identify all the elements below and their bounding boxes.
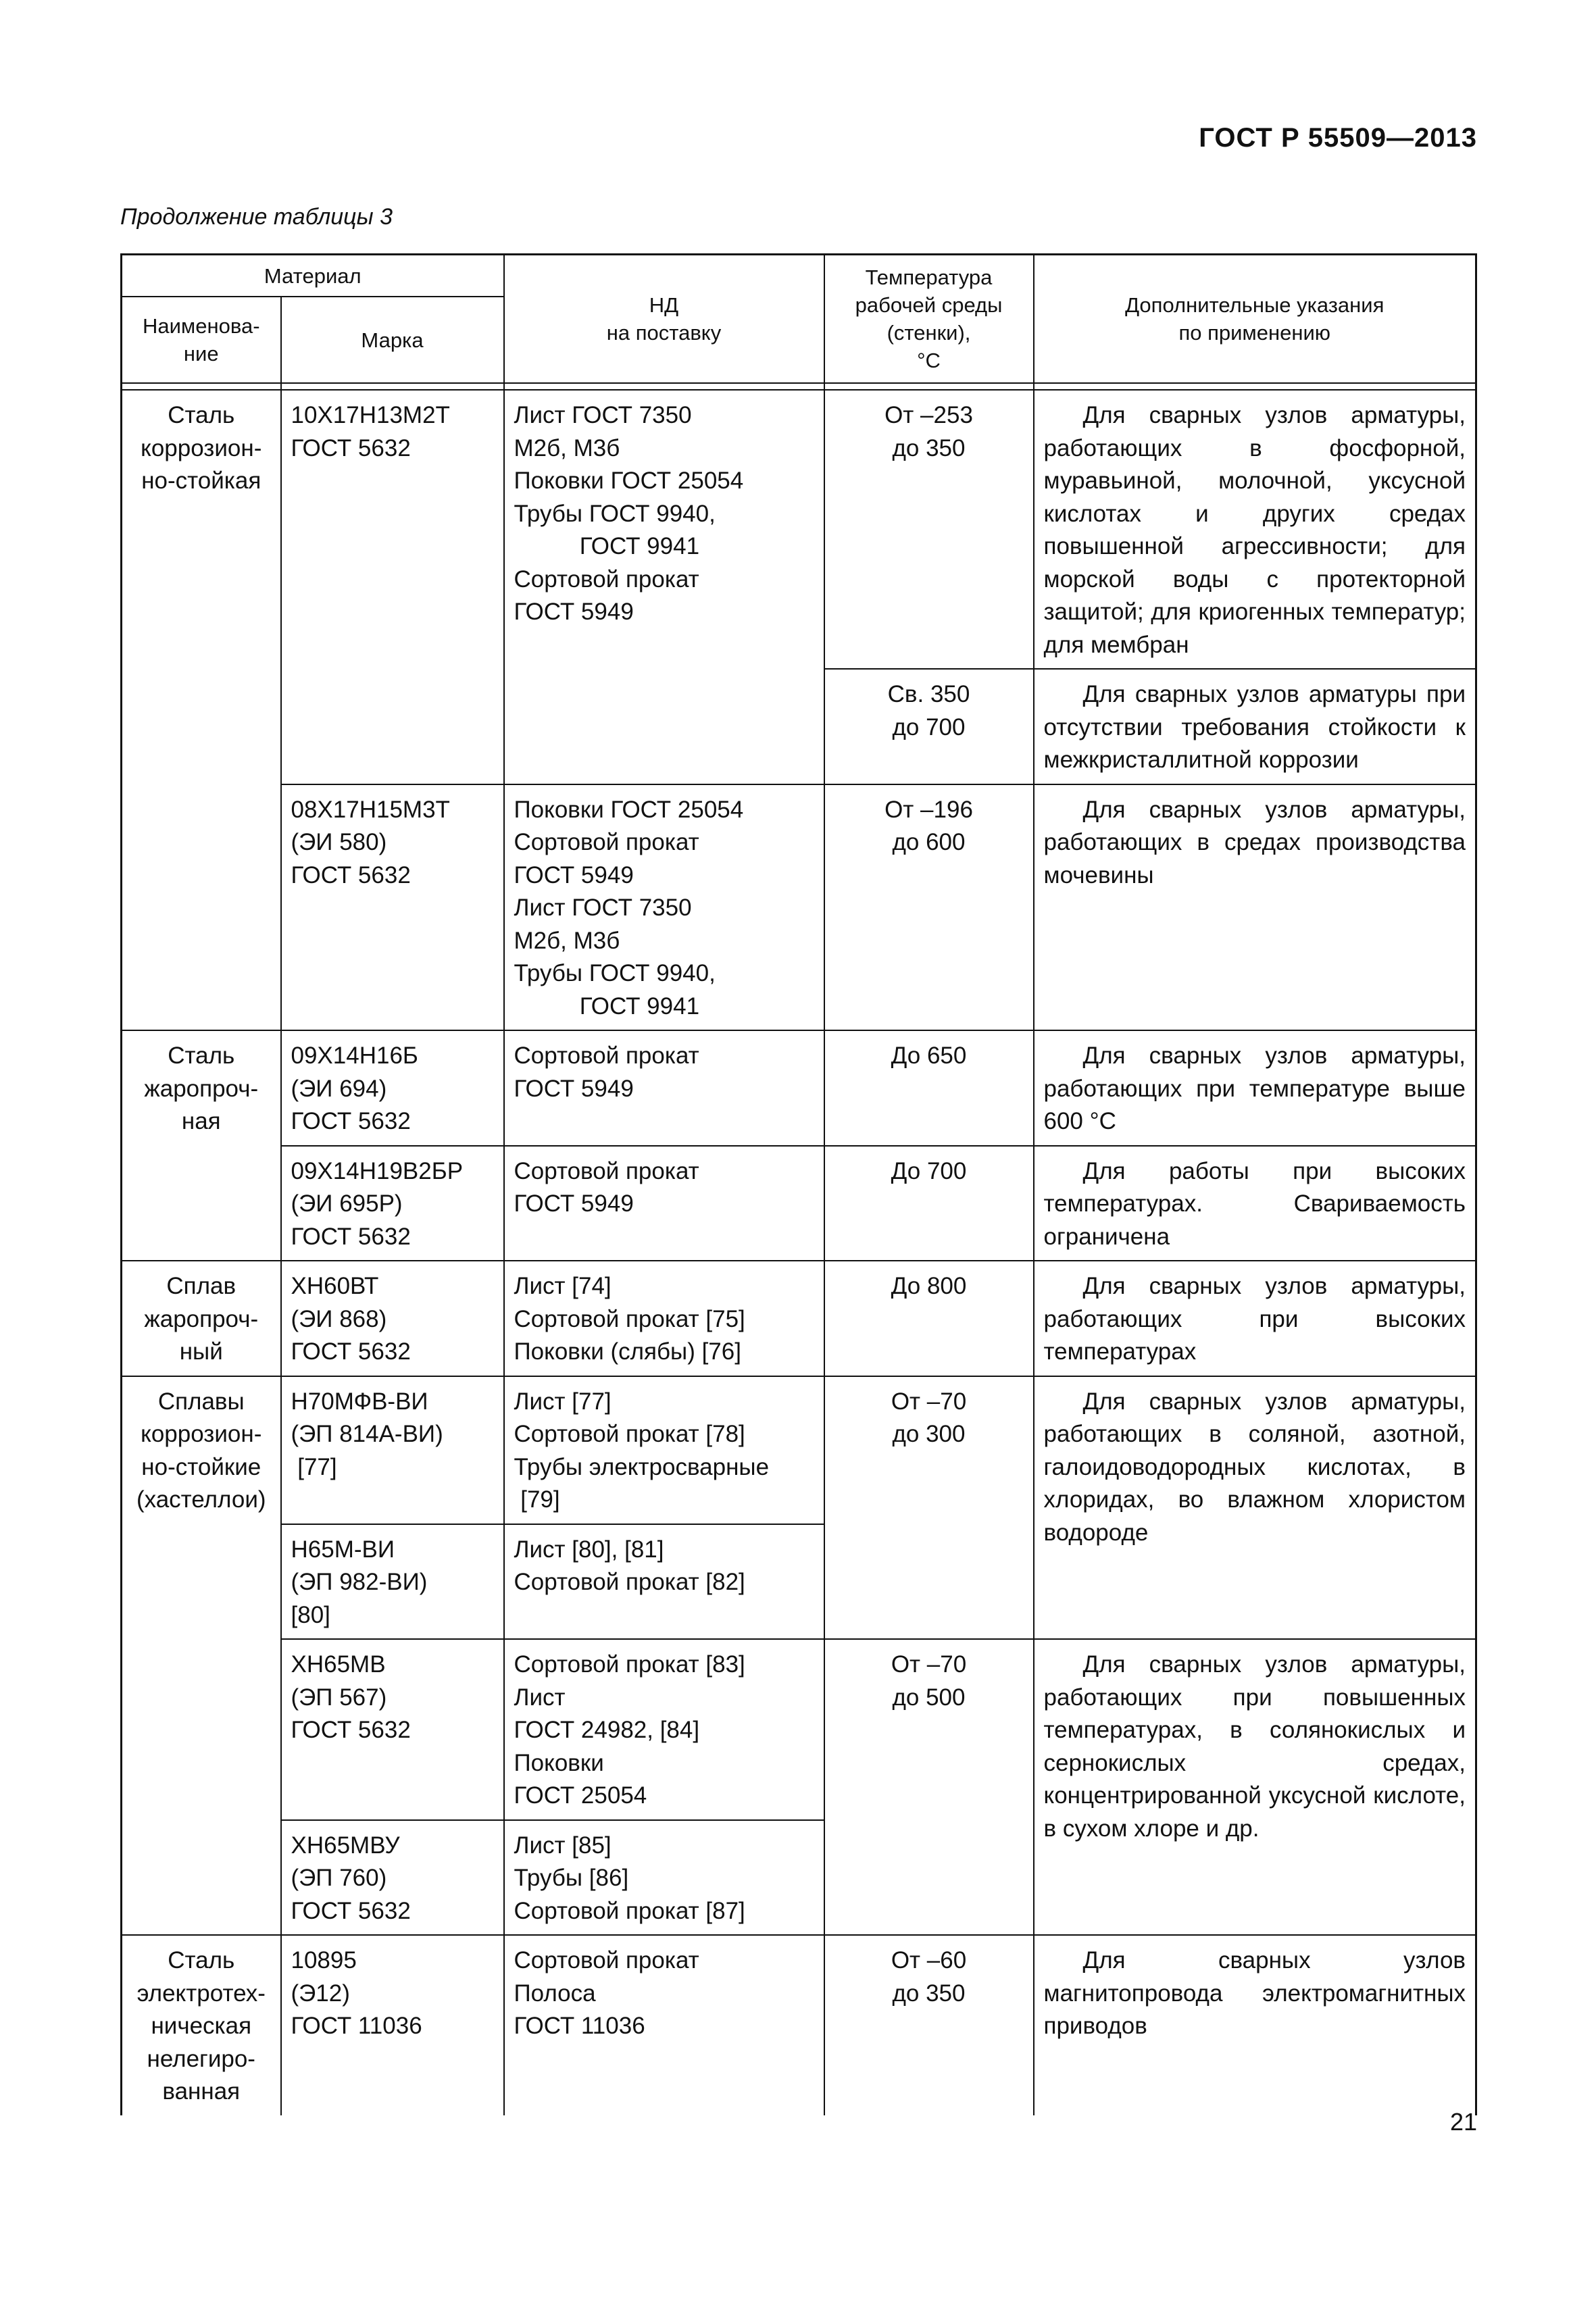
notes-cell: Для сварных узлов арматуры, работающих при повышенных температурах, в солянокислых и сернокислых средах, концентрированной уксусной кислоте, в сухом хлоре и др. [1034, 1639, 1476, 1935]
header-material: Материал [122, 255, 504, 297]
grade-cell: ХН65МВУ (ЭП 760) ГОСТ 5632 [281, 1820, 504, 1936]
notes-cell: Для сварных узлов арматуры, работающих в средах производства мочевины [1034, 784, 1476, 1031]
standard-number: ГОСТ Р 55509—2013 [1199, 123, 1477, 153]
table-caption: Продолжение таблицы 3 [120, 204, 393, 230]
grade-cell: Н70МФВ-ВИ (ЭП 814А-ВИ) [77] [281, 1376, 504, 1524]
notes-cell: Для сварных узлов арматуры, работающих при температуре выше 600 °C [1034, 1030, 1476, 1146]
grade-cell: 08Х17Н15М3Т (ЭИ 580) ГОСТ 5632 [281, 784, 504, 1031]
nd-cell: Лист [85] Трубы [86] Сортовой прокат [87] [504, 1820, 824, 1936]
materials-table [120, 253, 1477, 2115]
temperature-cell: От –253 до 350 [824, 390, 1034, 669]
nd-cell: Сортовой прокат [83] Лист ГОСТ 24982, [84] Поковки ГОСТ 25054 [504, 1639, 824, 1820]
table-row [122, 1261, 1476, 1376]
nd-cell: Лист [74] Сортовой прокат [75] Поковки (слябы) [76] [504, 1261, 824, 1376]
header-temperature: Температура рабочей среды (стенки), °C [824, 255, 1034, 384]
notes-cell: Для сварных узлов магнитопровода электромагнитных приводов [1034, 1935, 1476, 2115]
temperature-cell: До 800 [824, 1261, 1034, 1376]
grade-cell: ХН60ВТ (ЭИ 868) ГОСТ 5632 [281, 1261, 504, 1376]
grade-cell: 10Х17Н13М2Т ГОСТ 5632 [281, 390, 504, 784]
notes-cell: Для сварных узлов арматуры при отсутствии требования стойкости к межкристаллитной коррозии [1034, 669, 1476, 784]
temperature-cell: От –60 до 350 [824, 1935, 1034, 2115]
material-name-cell: Сталь электротех- ническая нелегиро- ванная [122, 1935, 281, 2115]
notes-cell: Для сварных узлов арматуры, работающих в фосфорной, муравьиной, молочной, уксусной кислотах и других средах повышенной агрессивности; для морской воды с протекторной защитой; для криогенных температур; для мембран [1034, 390, 1476, 669]
header-grade: Марка [281, 297, 504, 383]
header-notes: Дополнительные указания по применению [1034, 255, 1476, 384]
grade-cell: 09Х14Н16Б (ЭИ 694) ГОСТ 5632 [281, 1030, 504, 1146]
table-row [122, 1935, 1476, 2115]
nd-cell: Лист [77] Сортовой прокат [78] Трубы электросварные [79] [504, 1376, 824, 1524]
temperature-cell: До 650 [824, 1030, 1034, 1146]
table-row [122, 1639, 1476, 1820]
notes-cell: Для сварных узлов арматуры, работающих при высоких температурах [1034, 1261, 1476, 1376]
material-name-cell: Сталь коррозион- но-стойкая [122, 390, 281, 1030]
material-name-cell: Сплавы коррозион- но-стойкие (хастеллои) [122, 1376, 281, 1936]
temperature-cell: От –70 до 300 [824, 1376, 1034, 1640]
material-name-cell: Сталь жаропроч- ная [122, 1030, 281, 1261]
header-name: Наименова- ние [122, 297, 281, 383]
header-nd: НД на поставку [504, 255, 824, 384]
grade-cell: Н65М-ВИ (ЭП 982-ВИ) [80] [281, 1524, 504, 1640]
table-row [122, 1030, 1476, 1146]
table-row [122, 784, 1476, 1031]
nd-cell: Сортовой прокат ГОСТ 5949 [504, 1030, 824, 1146]
notes-cell: Для работы при высоких температурах. Свариваемость ограничена [1034, 1146, 1476, 1261]
temperature-cell: До 700 [824, 1146, 1034, 1261]
nd-cell: Лист ГОСТ 7350 М2б, М3б Поковки ГОСТ 25054 Трубы ГОСТ 9940, ГОСТ 9941 Сортовой прокат ГОСТ 5949 [504, 390, 824, 784]
temperature-cell: От –70 до 500 [824, 1639, 1034, 1935]
nd-cell: Сортовой прокат Полоса ГОСТ 11036 [504, 1935, 824, 2115]
table-row [122, 1376, 1476, 1524]
grade-cell: ХН65МВ (ЭП 567) ГОСТ 5632 [281, 1639, 504, 1820]
nd-cell: Лист [80], [81] Сортовой прокат [82] [504, 1524, 824, 1640]
temperature-cell: Св. 350 до 700 [824, 669, 1034, 784]
notes-cell: Для сварных узлов арматуры, работающих в соляной, азотной, галоидоводородных кислотах, в хлоридах, во влажном хлористом водороде [1034, 1376, 1476, 1640]
page-number: 21 [1449, 2108, 1477, 2136]
grade-cell: 10895 (Э12) ГОСТ 11036 [281, 1935, 504, 2115]
nd-cell: Поковки ГОСТ 25054 Сортовой прокат ГОСТ 5949 Лист ГОСТ 7350 М2б, М3б Трубы ГОСТ 9940, ГОСТ 9941 [504, 784, 824, 1031]
table-row [122, 390, 1476, 669]
nd-cell: Сортовой прокат ГОСТ 5949 [504, 1146, 824, 1261]
temperature-cell: От –196 до 600 [824, 784, 1034, 1031]
material-name-cell: Сплав жаропроч- ный [122, 1261, 281, 1376]
table-row [122, 1146, 1476, 1261]
grade-cell: 09Х14Н19В2БР (ЭИ 695Р) ГОСТ 5632 [281, 1146, 504, 1261]
